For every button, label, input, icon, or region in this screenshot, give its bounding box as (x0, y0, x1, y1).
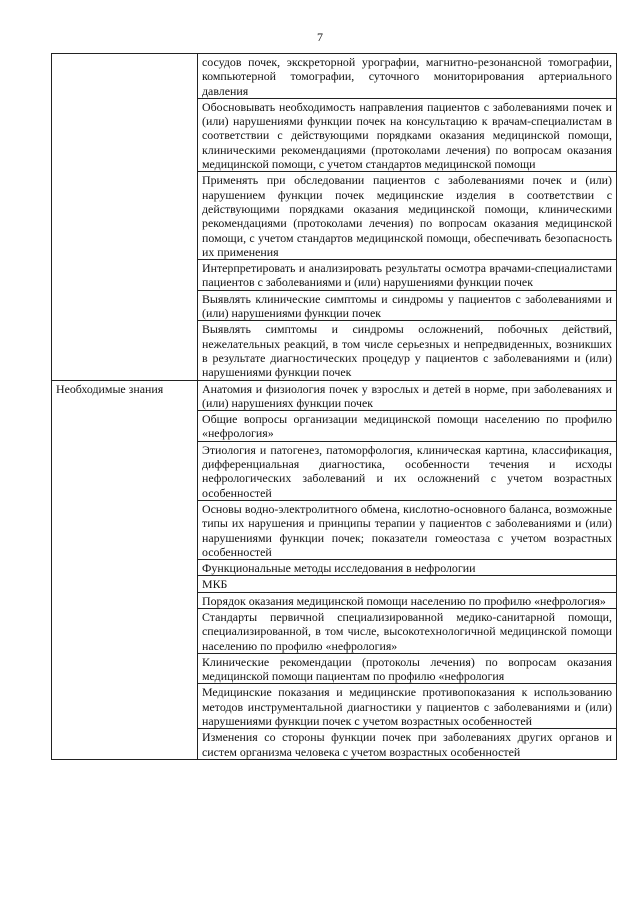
skill-cell: Выявлять симптомы и синдромы осложнений, побочных действий, нежелательных реакций, в том числе серьезных и непредвиденных, возникших в результате диагностических процедур у пациентов с заболеваниями и (или) нарушениями функции почек (198, 321, 617, 380)
knowledge-cell: Изменения со стороны функции почек при заболеваниях других органов и систем организма человека с учетом возрастных особенностей (198, 729, 617, 760)
knowledge-cell: Общие вопросы организации медицинской помощи населению по профилю «нефрология» (198, 411, 617, 442)
table-row (52, 380, 617, 411)
knowledge-cell: Основы водно-электролитного обмена, кислотно-основного баланса, возможные типы их нарушения и принципы терапии у пациентов с заболеваниями и (или) нарушениями функции почек; показатели гомеостаза с учетом возрастных особенностей (198, 500, 617, 559)
requirements-table (51, 53, 617, 760)
knowledge-cell: Анатомия и физиология почек у взрослых и детей в норме, при заболеваниях и (или) нарушениях функции почек (198, 380, 617, 411)
knowledge-cell: Функциональные методы исследования в нефрологии (198, 560, 617, 576)
knowledge-cell: Клинические рекомендации (протоколы лечения) по вопросам оказания медицинской помощи пациентам по профилю «нефрология (198, 653, 617, 684)
knowledge-cell: Медицинские показания и медицинские противопоказания к использованию методов инструментальной диагностики у пациентов с заболеваниями и (или) нарушениями функции почек с учетом возрастных особенностей (198, 684, 617, 729)
row-label-empty (52, 54, 198, 381)
skill-cell: Выявлять клинические симптомы и синдромы у пациентов с заболеваниями и (или) нарушениями функции почек (198, 290, 617, 321)
skill-cell: Обосновывать необходимость направления пациентов с заболеваниями почек и (или) нарушениями функции почек на консультацию к врачам-специалистам в соответствии с действующими порядками оказания медицинской помощи, клиническими рекомендациями (протоколами лечения) по вопросам оказания медицинской помощи, с учетом стандартов медицинской помощи (198, 98, 617, 171)
skill-cell: Интерпретировать и анализировать результаты осмотра врачами-специалистами пациентов с заболеваниями и (или) нарушениями функции почек (198, 260, 617, 291)
knowledge-cell: Этиология и патогенез, патоморфология, клиническая картина, классификация, дифференциальная диагностика, особенности течения и исходы нефрологических заболеваний и их осложнений с учетом возрастных особенностей (198, 441, 617, 500)
knowledge-cell: Стандарты первичной специализированной медико-санитарной помощи, специализированной, в том числе, высокотехнологичной медицинской помощи населению по профилю «нефрология» (198, 608, 617, 653)
table-row (52, 54, 617, 99)
page-number: 7 (317, 30, 323, 44)
knowledge-cell: МКБ (198, 576, 617, 592)
knowledge-cell: Порядок оказания медицинской помощи населению по профилю «нефрология» (198, 592, 617, 608)
knowledge-label: Необходимые знания (52, 380, 198, 759)
skill-cell: Применять при обследовании пациентов с заболеваниями почек и (или) нарушением функции почек медицинские изделия в соответствии с действующими порядками оказания медицинской помощи, клиническими рекомендациями (протоколами лечения) по вопросам оказания медицинской помощи, с учетом стандартов медицинской помощи, обеспечивать безопасность их применения (198, 172, 617, 260)
skill-cell: сосудов почек, экскреторной урографии, магнитно-резонансной томографии, компьютерной томографии, суточного мониторирования артериального давления (198, 54, 617, 99)
